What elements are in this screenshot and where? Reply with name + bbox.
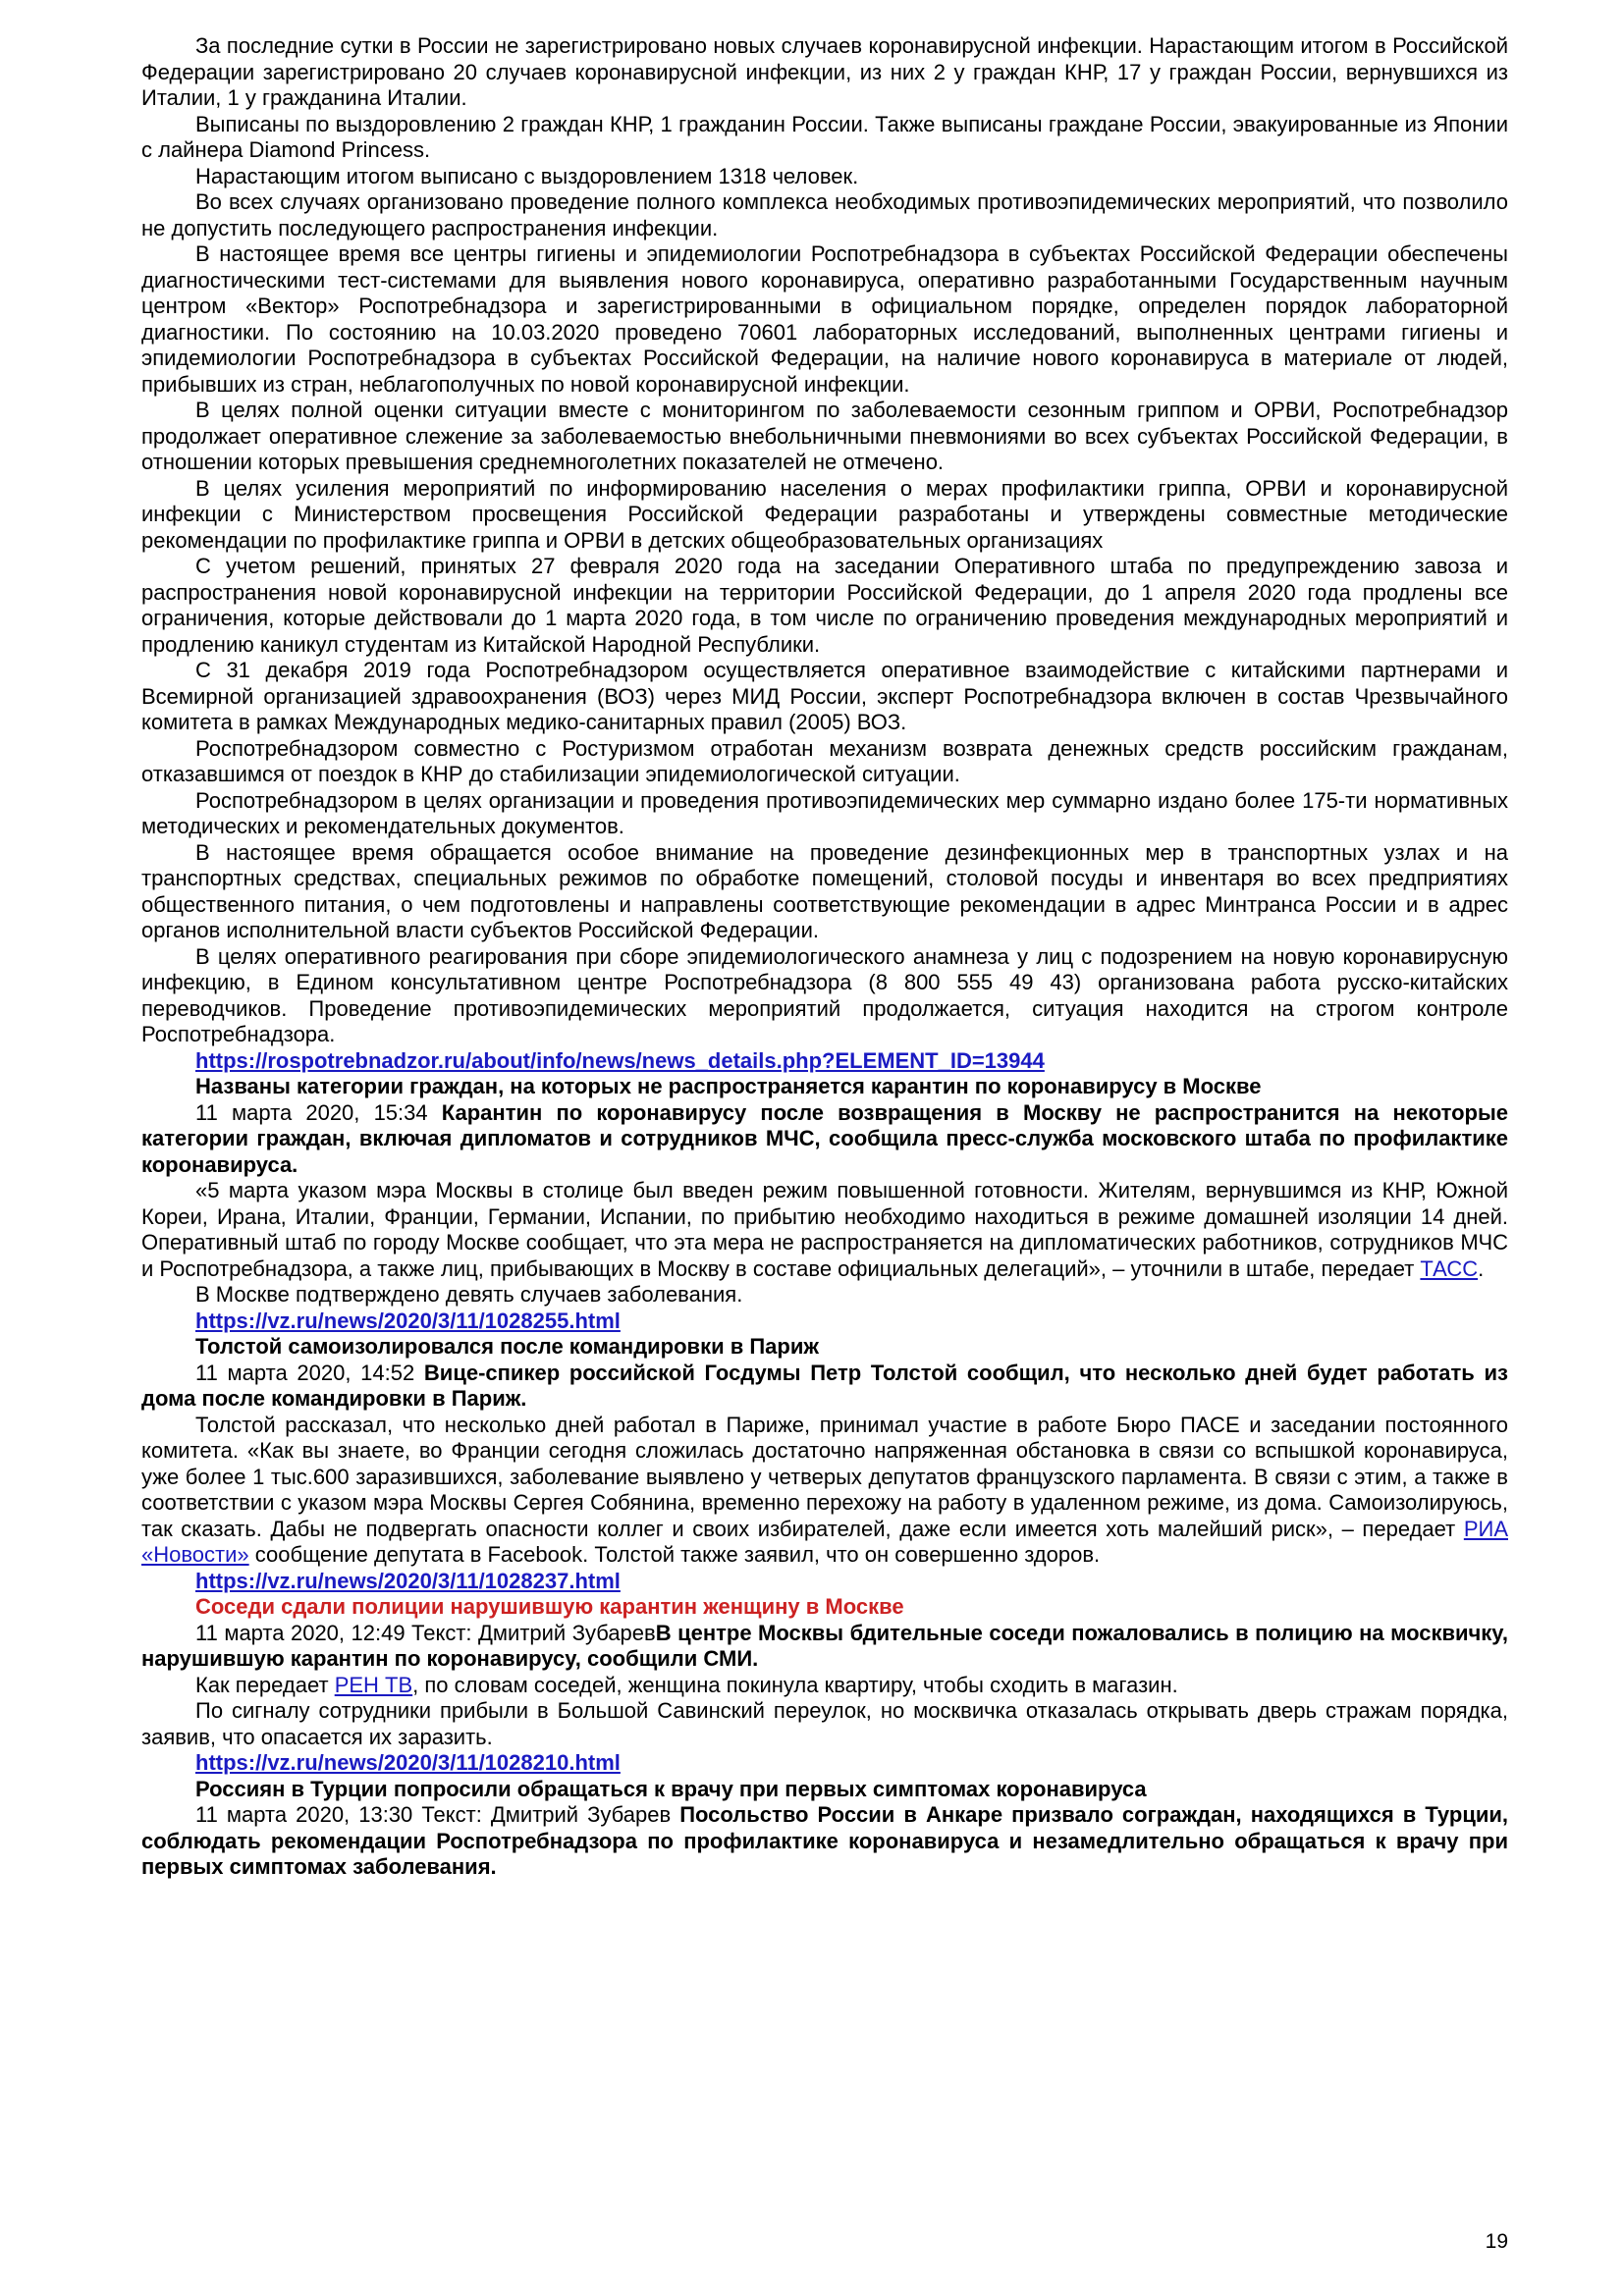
text-run: По сигналу сотрудники прибыли в Большой Савинский переулок, но москвичка отказалась открывать дверь стражам порядка, заявив, что опасается их заразить.: [141, 1698, 1508, 1749]
vz-news-link-1028255[interactable]: https://vz.ru/news/2020/3/11/1028255.html: [195, 1308, 621, 1333]
paragraph: [141, 33, 1508, 112]
bold-text-run: В центре Москвы бдительные соседи пожаловались в полицию на москвичку, нарушившую карантин по коронавирусу, сообщили СМИ.: [141, 1620, 1508, 1671]
text-run: 11 марта 2020, 14:52: [195, 1360, 424, 1385]
text-run: В Москве подтверждено девять случаев заболевания.: [195, 1282, 743, 1307]
paragraph: [141, 658, 1508, 736]
paragraph: [141, 1282, 1508, 1308]
text-run: , по словам соседей, женщина покинула квартиру, чтобы сходить в магазин.: [412, 1672, 1178, 1697]
text-run: Как передает: [195, 1672, 335, 1697]
paragraph: [141, 1802, 1508, 1881]
paragraph: [141, 476, 1508, 555]
text-run: В настоящее время все центры гигиены и эпидемиологии Роспотребнадзора в субъектах Российской Федерации обеспечены диагностическими тест-системами для выявления нового коронавируса, оперативно разработанными Государственным научным центром «Вектор» Роспотребнадзора и зарегистрированными в официальном порядке, определен порядок лабораторной диагностики. По состоянию на 10.03.2020 проведено 70601 лабораторных исследований, выполненных центрами гигиены и эпидемиологии Роспотребнадзора в субъектах Российской Федерации, на наличие нового коронавируса в материале от людей, прибывших из стран, неблагополучных по новой коронавирусной инфекции.: [141, 241, 1508, 397]
document-body: [141, 33, 1508, 1881]
news-headline: [141, 1334, 1508, 1361]
news-headline: [141, 1777, 1508, 1803]
text-run: Толстой рассказал, что несколько дней работал в Париже, принимал участие в работе Бюро ПАСЕ и заседании постоянного комитета. «Как вы знаете, во Франции сегодня сложилась достаточно напряженная обстановка в связи со вспышкой коронавируса, уже более 1 тыс.600 заразившихся, заболевание выявлено у четверых депутатов французского парламента. В связи с этим, а также в соответствии с указом мэра Москвы Сергея Собянина, временно перехожу на работу в удаленном режиме, из дома. Самоизолируюсь, так сказать. Дабы не подвергать опасности коллег и своих избирателей, даже если имеется хоть малейший риск», – передает: [141, 1412, 1508, 1541]
paragraph: [141, 241, 1508, 398]
text-run: С 31 декабря 2019 года Роспотребнадзором осуществляется оперативное взаимодействие с китайскими партнерами и Всемирной организацией здравоохранения (ВОЗ) через МИД России, эксперт Роспотребнадзора включен в состав Чрезвычайного комитета в рамках Международных медико-санитарных правил (2005) ВОЗ.: [141, 658, 1508, 734]
paragraph: [141, 840, 1508, 944]
vz-news-link-1028210[interactable]: https://vz.ru/news/2020/3/11/1028210.html: [195, 1750, 621, 1775]
text-run: сообщение депутата в Facebook. Толстой также заявил, что он совершенно здоров.: [248, 1542, 1101, 1567]
vz-news-link-1028237[interactable]: https://vz.ru/news/2020/3/11/1028237.html: [195, 1568, 621, 1593]
tass-link[interactable]: ТАСС: [1420, 1255, 1479, 1281]
text-run: Роспотребнадзором в целях организации и проведения противоэпидемических мер суммарно издано более 175-ти нормативных методических и рекомендательных документов.: [141, 787, 1508, 838]
text-run: 11 марта 2020, 12:49 Текст: Дмитрий Зубарев: [195, 1620, 656, 1645]
paragraph: [141, 398, 1508, 476]
hyperlink-paragraph: [141, 1308, 1508, 1335]
text-run: В целях полной оценки ситуации вместе с мониторингом по заболеваемости сезонным гриппом и ОРВИ, Роспотребнадзор продолжает оперативное слежение за заболеваемостью внебольничными пневмониями во всех субъектах Российской Федерации, в отношении которых превышения среднемноголетних показателей не отмечено.: [141, 398, 1508, 474]
text-run: Соседи сдали полиции нарушившую карантин женщину в Москве: [195, 1594, 904, 1619]
text-run: За последние сутки в России не зарегистрировано новых случаев коронавирусной инфекции. Нарастающим итогом в Российской Федерации зарегистрировано 20 случаев коронавирусной инфекции, из них 2 у граждан КНР, 17 у граждан России, вернувшихся из Италии, 1 у гражданина Италии.: [141, 33, 1508, 110]
ria-novosti-link[interactable]: РИА «Новости»: [141, 1516, 1508, 1567]
bold-text-run: Карантин по коронавирусу после возвращения в Москву не распространится на некоторые категории граждан, включая дипломатов и сотрудников МЧС, сообщила пресс-служба московского штаба по профилактике коронавируса.: [141, 1099, 1508, 1177]
text-run: Во всех случаях организовано проведение полного комплекса необходимых противоэпидемических мероприятий, что позволило не допустить последующего распространения инфекции.: [141, 189, 1508, 240]
hyperlink-paragraph: [141, 1569, 1508, 1595]
text-run: Толстой самоизолировался после командировки в Париж: [195, 1334, 819, 1359]
text-run: В целях оперативного реагирования при сборе эпидемиологического анамнеза у лиц с подозрением на новую коронавирусную инфекцию, в Едином консультативном центре Роспотребнадзора (8 800 555 49 43) организована работа русско-китайских переводчиков. Проведение противоэпидемических мероприятий продолжается, ситуация находится на строгом контроле Роспотребнадзора.: [141, 943, 1508, 1046]
text-run: Нарастающим итогом выписано с выздоровлением 1318 человек.: [195, 163, 859, 188]
bold-text-run: Вице-спикер российской Госдумы Петр Толстой сообщил, что несколько дней будет работать из дома после командировки в Париж.: [141, 1360, 1508, 1411]
text-run: Роспотребнадзором совместно с Ростуризмом отработан механизм возврата денежных средств российским гражданам, отказавшимся от поездок в КНР до стабилизации эпидемиологической ситуации.: [141, 735, 1508, 786]
text-run: С учетом решений, принятых 27 февраля 2020 года на заседании Оперативного штаба по предупреждению завоза и распространения новой коронавирусной инфекции на территории Российской Федерации, до 1 апреля 2020 года продлены все ограничения, которые действовали до 1 марта 2020 года, в том числе по ограничению проведения международных мероприятий и продлению каникул студентам из Китайской Народной Республики.: [141, 554, 1508, 657]
ren-tv-link[interactable]: РЕН ТВ: [334, 1672, 413, 1697]
hyperlink-paragraph: [141, 1048, 1508, 1075]
paragraph: [141, 164, 1508, 190]
paragraph: [141, 736, 1508, 788]
paragraph: [141, 1178, 1508, 1282]
paragraph: [141, 1361, 1508, 1413]
paragraph: [141, 1698, 1508, 1750]
text-run: В целях усиления мероприятий по информированию населения о мерах профилактики гриппа, ОРВИ и коронавирусной инфекции с Министерством просвещения Российской Федерации разработаны и утверждены совместные методические рекомендации по профилактике гриппа и ОРВИ в детских общеобразовательных организациях: [141, 475, 1508, 553]
paragraph: [141, 554, 1508, 658]
paragraph: [141, 112, 1508, 164]
text-run: Россиян в Турции попросили обращаться к врачу при первых симптомах коронавируса: [195, 1776, 1147, 1801]
hyperlink-paragraph: [141, 1750, 1508, 1777]
paragraph: [141, 1673, 1508, 1699]
news-headline-red: [141, 1594, 1508, 1621]
text-run: 11 марта 2020, 13:30 Текст: Дмитрий Зубарев: [195, 1802, 680, 1827]
news-headline: [141, 1074, 1508, 1100]
text-run: .: [1478, 1255, 1485, 1281]
text-run: 11 марта 2020, 15:34: [195, 1099, 442, 1125]
paragraph: [141, 1621, 1508, 1673]
text-run: «5 марта указом мэра Москвы в столице был введен режим повышенной готовности. Жителям, вернувшимся из КНР, Южной Кореи, Ирана, Италии, Франции, Германии, Испании, по прибытию необходимо находиться в режиме домашней изоляции 14 дней. Оперативный штаб по городу Москве сообщает, что эта мера не распространяется на дипломатических работников, сотрудников МЧС и Роспотребнадзора, а также лиц, прибывающих в Москву в составе официальных делегаций», – уточнили в штабе, передает: [141, 1178, 1508, 1281]
bold-text-run: Посольство России в Анкаре призвало сограждан, находящихся в Турции, соблюдать рекомендации Роспотребнадзора по профилактике коронавируса и незамедлительно обращаться к врачу при первых симптомах заболевания.: [141, 1802, 1509, 1879]
text-run: В настоящее время обращается особое внимание на проведение дезинфекционных мер в транспортных узлах и на транспортных средствах, специальных режимов по обработке помещений, столовой посуды и инвентаря во всех предприятиях общественного питания, о чем подготовлены и направлены соответствующие рекомендации в адрес Минтранса России и в адрес органов исполнительной власти субъектов Российской Федерации.: [141, 839, 1508, 942]
paragraph: [141, 788, 1508, 840]
paragraph: [141, 1413, 1508, 1569]
paragraph: [141, 944, 1508, 1048]
page-number: 19: [1485, 2230, 1508, 2253]
text-run: Выписаны по выздоровлению 2 граждан КНР, 1 гражданин России. Также выписаны граждане России, эвакуированные из Японии с лайнера Diamond Princess.: [141, 111, 1508, 162]
rospotrebnadzor-news-link[interactable]: https://rospotrebnadzor.ru/about/info/news/news_details.php?ELEMENT_ID=13944: [195, 1047, 1045, 1073]
paragraph: [141, 189, 1508, 241]
paragraph: [141, 1100, 1508, 1179]
text-run: Названы категории граждан, на которых не распространяется карантин по коронавирусу в Москве: [195, 1074, 1262, 1098]
